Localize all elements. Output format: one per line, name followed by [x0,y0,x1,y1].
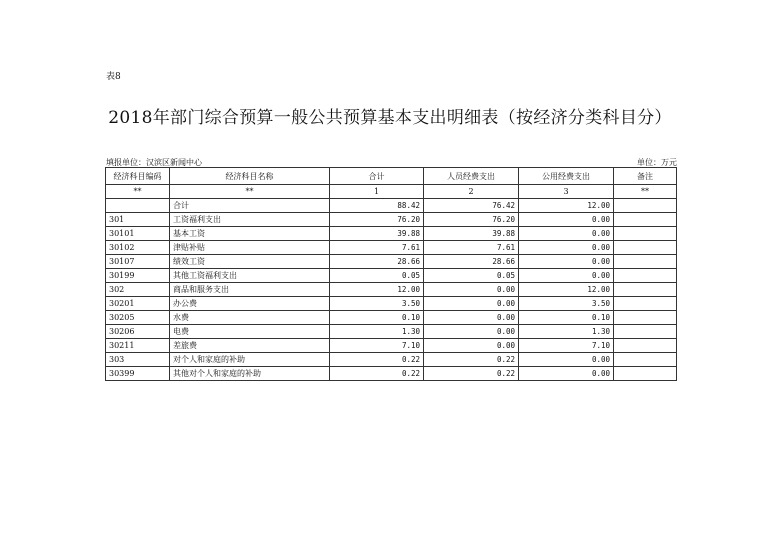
row-public: 0.00 [519,227,614,241]
row-personnel: 0.00 [424,297,519,311]
row-total: 12.00 [330,283,424,297]
row-code: 303 [106,353,170,367]
table-row [106,283,677,297]
row-total: 0.22 [330,353,424,367]
row-code: 30399 [106,367,170,381]
row-total: 28.66 [330,255,424,269]
index-cell: 1 [330,185,424,199]
row-note [614,325,677,339]
row-code: 30102 [106,241,170,255]
table-row [106,241,677,255]
row-public: 1.30 [519,325,614,339]
row-code [106,199,170,213]
row-public: 12.00 [519,283,614,297]
row-name: 绩效工资 [170,255,330,269]
currency-unit: 单位：万元 [637,158,677,167]
row-public: 0.00 [519,353,614,367]
row-personnel: 0.22 [424,367,519,381]
row-personnel: 28.66 [424,255,519,269]
row-code: 30101 [106,227,170,241]
table-row [106,367,677,381]
row-name: 商品和服务支出 [170,283,330,297]
row-name: 工资福利支出 [170,213,330,227]
row-name: 电费 [170,325,330,339]
row-public: 0.10 [519,311,614,325]
table-number: 表8 [106,72,121,82]
table-row [106,311,677,325]
row-code: 30211 [106,339,170,353]
row-public: 0.00 [519,213,614,227]
row-personnel: 7.61 [424,241,519,255]
row-total: 1.30 [330,325,424,339]
row-name: 合计 [170,199,330,213]
row-public: 0.00 [519,367,614,381]
row-public: 0.00 [519,241,614,255]
row-code: 30199 [106,269,170,283]
row-code: 302 [106,283,170,297]
row-name: 其他工资福利支出 [170,269,330,283]
row-code: 30107 [106,255,170,269]
row-total: 0.10 [330,311,424,325]
row-public: 12.00 [519,199,614,213]
row-note [614,297,677,311]
row-name: 办公费 [170,297,330,311]
row-note [614,283,677,297]
row-total: 7.61 [330,241,424,255]
row-note [614,367,677,381]
index-row [106,185,677,199]
row-name: 其他对个人和家庭的补助 [170,367,330,381]
index-cell: 3 [519,185,614,199]
table-row [106,213,677,227]
index-cell: ** [170,185,330,199]
row-personnel: 0.00 [424,325,519,339]
row-code: 30201 [106,297,170,311]
row-note [614,199,677,213]
row-total: 7.10 [330,339,424,353]
table-row [106,227,677,241]
header-personnel: 人员经费支出 [424,168,519,185]
expenditure-table [105,167,677,381]
row-note [614,311,677,325]
header-public: 公用经费支出 [519,168,614,185]
header-total: 合计 [330,168,424,185]
row-total: 76.20 [330,213,424,227]
row-personnel: 0.22 [424,353,519,367]
row-public: 0.00 [519,269,614,283]
header-row [106,168,677,185]
header-note: 备注 [614,168,677,185]
row-personnel: 0.00 [424,283,519,297]
row-note [614,269,677,283]
header-name: 经济科目名称 [170,168,330,185]
table-row [106,339,677,353]
page-title: 2018年部门综合预算一般公共预算基本支出明细表（按经济分类科目分） [108,108,672,128]
header-code: 经济科目编码 [106,168,170,185]
row-note [614,339,677,353]
row-personnel: 0.00 [424,339,519,353]
row-personnel: 76.42 [424,199,519,213]
row-total: 39.88 [330,227,424,241]
row-public: 7.10 [519,339,614,353]
row-code: 30205 [106,311,170,325]
index-cell: 2 [424,185,519,199]
row-total: 0.05 [330,269,424,283]
row-name: 津贴补贴 [170,241,330,255]
row-note [614,213,677,227]
row-note [614,227,677,241]
table-row [106,325,677,339]
row-name: 对个人和家庭的补助 [170,353,330,367]
table-row [106,269,677,283]
row-note [614,241,677,255]
table-row [106,199,677,213]
row-code: 30206 [106,325,170,339]
row-public: 3.50 [519,297,614,311]
row-total: 3.50 [330,297,424,311]
row-personnel: 39.88 [424,227,519,241]
row-personnel: 76.20 [424,213,519,227]
table-row [106,353,677,367]
row-name: 水费 [170,311,330,325]
row-public: 0.00 [519,255,614,269]
filling-unit: 填报单位：汉滨区新闻中心 [106,158,202,167]
row-name: 差旅费 [170,339,330,353]
index-cell: ** [614,185,677,199]
row-personnel: 0.00 [424,311,519,325]
row-note [614,353,677,367]
row-note [614,255,677,269]
table-row [106,297,677,311]
row-personnel: 0.05 [424,269,519,283]
row-total: 88.42 [330,199,424,213]
index-cell: ** [106,185,170,199]
row-name: 基本工资 [170,227,330,241]
row-total: 0.22 [330,367,424,381]
row-code: 301 [106,213,170,227]
table-row [106,255,677,269]
